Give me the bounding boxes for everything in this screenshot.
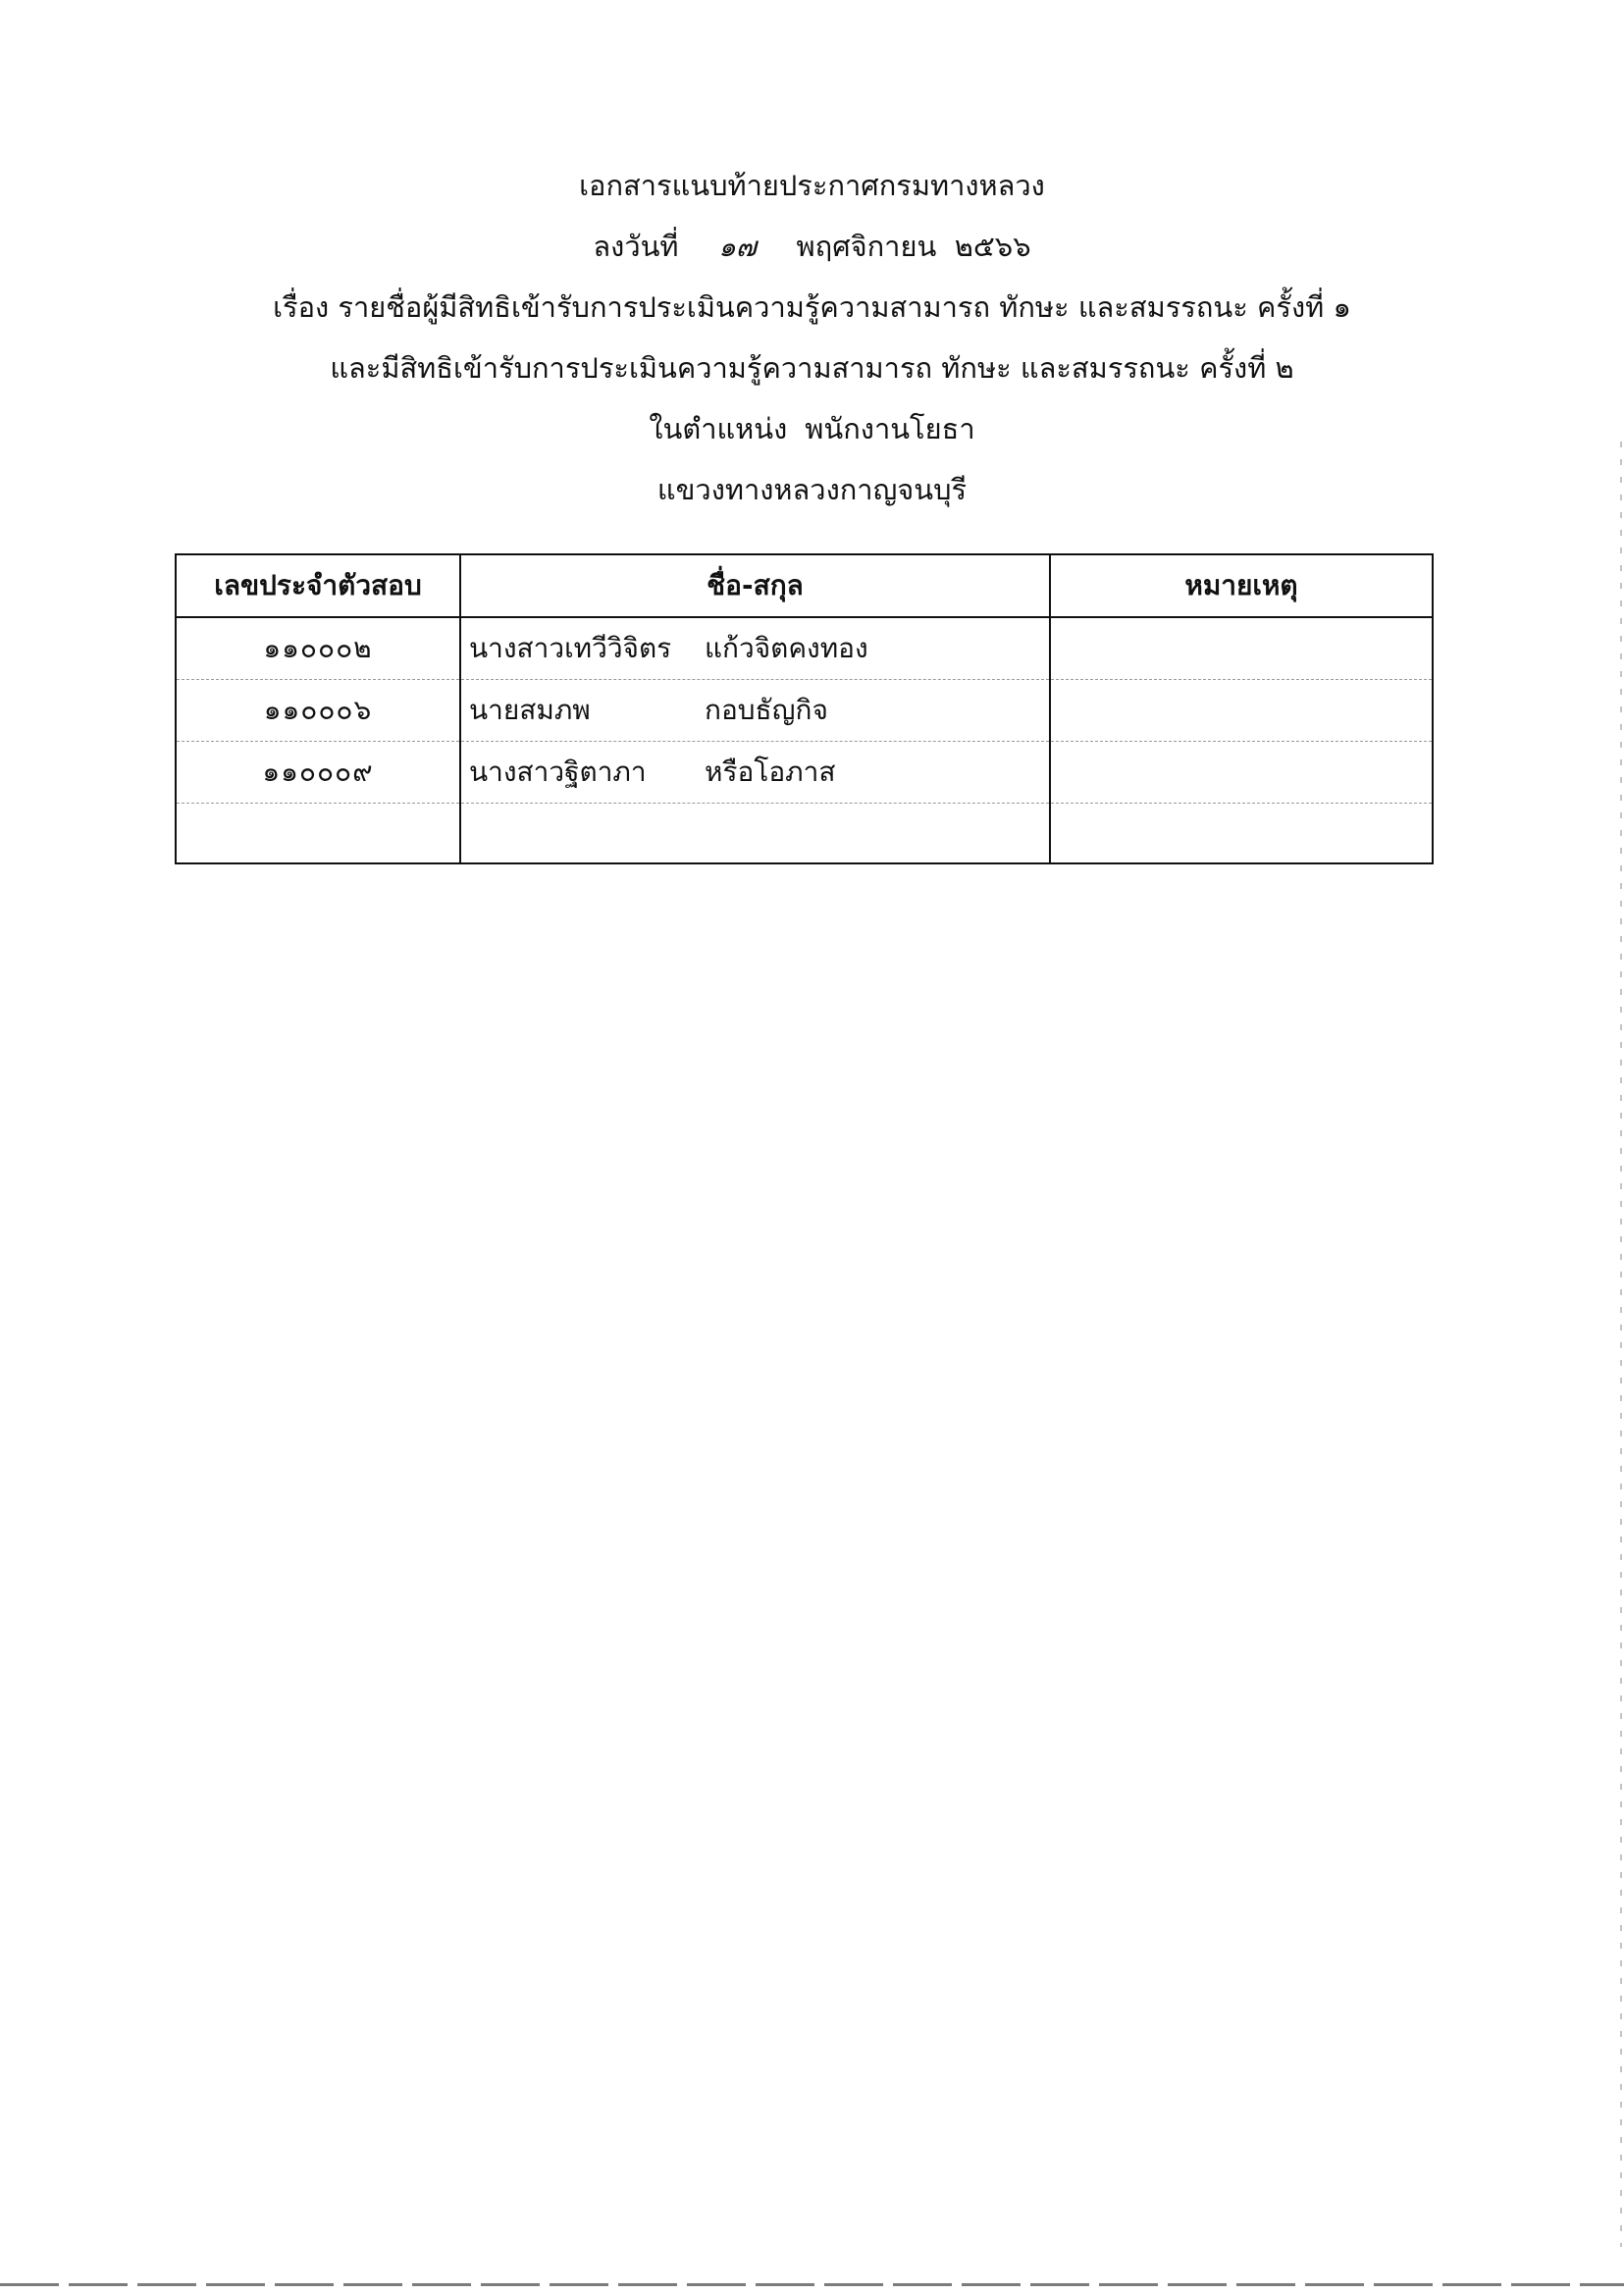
exam-id-cell: ๑๑๐๐๐๒ xyxy=(176,617,460,680)
remark-cell xyxy=(1050,804,1433,864)
scan-edge-bottom xyxy=(0,2283,1624,2286)
first-name: นายสมภพ xyxy=(469,694,591,726)
position-value: พนักงานโยธา xyxy=(805,412,975,445)
header-office: แขวงทางหลวงกาญจนบุรี xyxy=(656,473,968,506)
header-subject-continued: และมีสิทธิเข้ารับการประเมินความรู้ความสามารถ ทักษะ และสมรรถนะ ครั้งที่ ๒ xyxy=(330,351,1294,385)
name-cell xyxy=(460,804,1050,864)
header-full-name: ชื่อ-สกุล xyxy=(460,554,1050,617)
header-remark: หมายเหตุ xyxy=(1050,554,1433,617)
document-header xyxy=(0,155,1624,520)
exam-id-cell: ๑๑๐๐๐๙ xyxy=(176,742,460,804)
candidate-table xyxy=(175,553,1434,864)
position-prefix: ในตำแหน่ง xyxy=(649,412,788,445)
name-cell xyxy=(460,742,1050,804)
date-day: ๑๗ xyxy=(718,231,757,263)
header-subject: เรื่อง รายชื่อผู้มีสิทธิเข้ารับการประเมินความรู้ความสามารถ ทักษะ และสมรรถนะ ครั้งที่ ๑ xyxy=(273,290,1351,324)
exam-id-cell xyxy=(176,804,460,864)
remark-cell xyxy=(1050,680,1433,742)
last-name: กอบธัญกิจ xyxy=(705,694,828,726)
remark-cell xyxy=(1050,742,1433,804)
date-prefix: ลงวันที่ xyxy=(593,230,679,263)
exam-id-cell: ๑๑๐๐๐๖ xyxy=(176,680,460,742)
table-row xyxy=(176,617,1433,680)
header-position xyxy=(0,398,1624,459)
scan-edge-right xyxy=(1620,442,1622,2247)
last-name: แก้วจิตคงทอง xyxy=(705,632,868,664)
name-cell xyxy=(460,617,1050,680)
table-row xyxy=(176,804,1433,864)
remark-cell xyxy=(1050,617,1433,680)
date-month: พฤศจิกายน xyxy=(796,230,937,263)
table-header-row xyxy=(176,554,1433,617)
name-cell xyxy=(460,680,1050,742)
header-date xyxy=(0,216,1624,277)
last-name: หรือโอภาส xyxy=(705,756,836,788)
table-row xyxy=(176,742,1433,804)
date-year: ๒๕๖๖ xyxy=(954,230,1031,263)
first-name: นางสาวฐิตาภา xyxy=(469,756,647,788)
header-exam-id: เลขประจำตัวสอบ xyxy=(176,554,460,617)
first-name: นางสาวเทวีวิจิตร xyxy=(469,632,672,664)
header-title: เอกสารแนบท้ายประกาศกรมทางหลวง xyxy=(579,169,1045,202)
table-row xyxy=(176,680,1433,742)
